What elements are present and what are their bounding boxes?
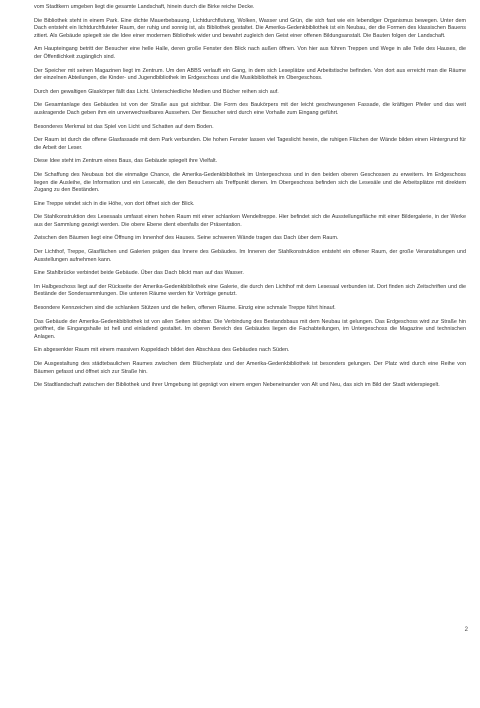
paragraph-13: Zwischen den Bäumen liegt eine Öffnung im Innenhof des Hauses. Seine schweren Wände tragen das Dach über dem Raum. bbox=[34, 235, 339, 242]
paragraph-17: Besondere Kennzeichen sind die schlanken Stützen und die hellen, offenen Räume. Einzig eine schmale Treppe führt hinauf. bbox=[34, 305, 336, 312]
paragraph-11: Eine Treppe windet sich in die Höhe, von dort öffnet sich der Blick. bbox=[34, 200, 195, 207]
paragraph-18: Das Gebäude der Amerika-Gedenkbibliothek ist von allen Seiten sichtbar. Die Verbindung des Bestandsbaus mit dem Neubau ist gelungen. Das Erdgeschoss wird zur Straße hin geöffnet, die Eingangshalle ist hell und einladend gestaltet. Im oberen Bereich des Gebäudes liegen die Fachabteilungen, im Untergeschoss die Magazine und technischen Anlagen. bbox=[34, 318, 466, 340]
paragraph-4: Der Speicher mit seinen Magazinen liegt im Zentrum. Um den ABBS verlauft ein Gang, in dem sich Leseplätze und Arbeitstische befinden. Von dort aus erreicht man die Räume der einzelnen Abteilungen, die Kinder- und Jugendbibliothek im Erdgeschoss und die Musikbibliothek im Obergeschoss. bbox=[34, 67, 466, 82]
paragraph-1: vom Stadtkern umgeben liegt die gesamte Landschaft, hinein durch die Birke reiche Decke. bbox=[34, 4, 255, 10]
paragraph-7: Besonderes Merkmal ist das Spiel von Licht und Schatten auf dem Boden. bbox=[34, 123, 214, 130]
paragraph-15: Eine Stahlbrücke verbindet beide Gebäude. Über das Dach blickt man auf das Wasser. bbox=[34, 270, 244, 277]
paragraph-19: Ein abgesenkter Raum mit einem massiven Kuppeldach bildet den Abschluss des Gebäudes nach Süden. bbox=[34, 347, 290, 354]
paragraph-14: Der Lichthof, Treppe, Glasflächen und Galerien prägen das Innere des Gebäudes. Im Inneren der Stahlkonstruktion entsteht ein offener Raum, der große Veranstaltungen und Ausstellungen aufnehmen kann. bbox=[34, 249, 466, 263]
paragraph-6: Die Gesamtanlage des Gebäudes ist von der Straße aus gut sichtbar. Die Form des Baukörpers mit der leicht geschwungenen Fassade, die kräftigen Pfeiler und das weit auskragende Dach geben ihm ein unverwechselbares Aussehen. Der Besucher wird durch eine Vorhalle zum Eingang geführt. bbox=[34, 102, 466, 116]
paragraph-21: Die Stadtlandschaft zwischen der Bibliothek und ihrer Umgebung ist geprägt von einem engen Nebeneinander von Alt und Neu, das sich im Bild der Stadt widerspiegelt. bbox=[34, 382, 440, 389]
paragraph-16: Im Halbgeschoss liegt auf der Rückseite der Amerika-Gedenkbibliothek eine Galerie, die durch den Lichthof mit dem Lesesaal verbunden ist. Dort finden sich Zeitschriften und die Bestände der Sondersammlungen. Die unteren Räume werden für Vorträge genutzt. bbox=[34, 283, 466, 298]
paragraph-12: Die Stahlkonstruktion des Lesesaals umfasst einen hohen Raum mit einer schlanken Wendeltreppe. Hier befindet sich die Ausstellungsfläche mit einer Bildergalerie, in der Werke aus der Sammlung gezeigt werden. Die obere Ebene dient ebenfalls der Präsentation. bbox=[34, 214, 466, 228]
paragraph-10: Die Schaffung des Neubaus bot die einmalige Chance, die Amerika-Gedenkbibliothek im Untergeschoss und in den beiden oberen Geschossen zu erweitern. Im Erdgeschoss liegen die Ausleihe, die Information und ein Lesecafé, die den Besuchern als Treffpunkt dienen. Im Obergeschoss befinden sich die Lesesäle und die Arbeitsplätze mit direktem Zugang zu den Beständen. bbox=[34, 171, 466, 194]
paragraph-2: Die Bibliothek steht in einem Park. Eine dichte Mauerbebauung, Lichtdurchflutung, Wolken, Wasser und Grün, die sich fast wie ein lebendiger Organismus bewegen. Unter dem Dach entsteht ein lichtdurchfluteter Raum, der ruhig und sonnig ist, als Bibliothek gestaltet. Die Amerika-Gedenkbibliothek ist ein Neubau, der die Formen des klassischen Bauens zitiert. Als Gebäude spiegelt sie die Idee einer modernen Bibliothek wider und bewahrt zugleich den Geist einer offenen Bildungsanstalt. Die Bauten folgen der Landschaft. bbox=[34, 17, 466, 39]
paragraph-5: Durch den gewaltigen Glaskörper fällt das Licht. Unterschiedliche Medien und Bücher reihen sich auf. bbox=[34, 88, 279, 95]
paragraph-3: Am Haupteingang betritt der Besucher eine helle Halle, deren große Fenster den Blick nach außen öffnen. Von hier aus führen Treppen und Wege in alle Teile des Hauses, die der Öffentlichkeit zugänglich sind. bbox=[34, 46, 466, 60]
page-number: 2 bbox=[464, 627, 468, 633]
paragraph-20: Die Ausgestaltung des städtebaulichen Raumes zwischen dem Blücherplatz und der Amerika-Gedenkbibliothek ist besonders gelungen. Der Platz wird durch eine Reihe von Bäumen gefasst und öffnet sich zur Straße hin. bbox=[34, 361, 466, 375]
paragraph-8: Der Raum ist durch die offene Glasfassade mit dem Park verbunden. Die hohen Fenster lassen viel Tageslicht herein, die ruhigen Flächen der Wände bilden einen Hintergrund für die Arbeit der Leser. bbox=[34, 137, 466, 151]
paragraph-9: Diese Idee steht im Zentrum eines Baus, das Gebäude spiegelt ihre Vielfalt. bbox=[34, 158, 218, 165]
